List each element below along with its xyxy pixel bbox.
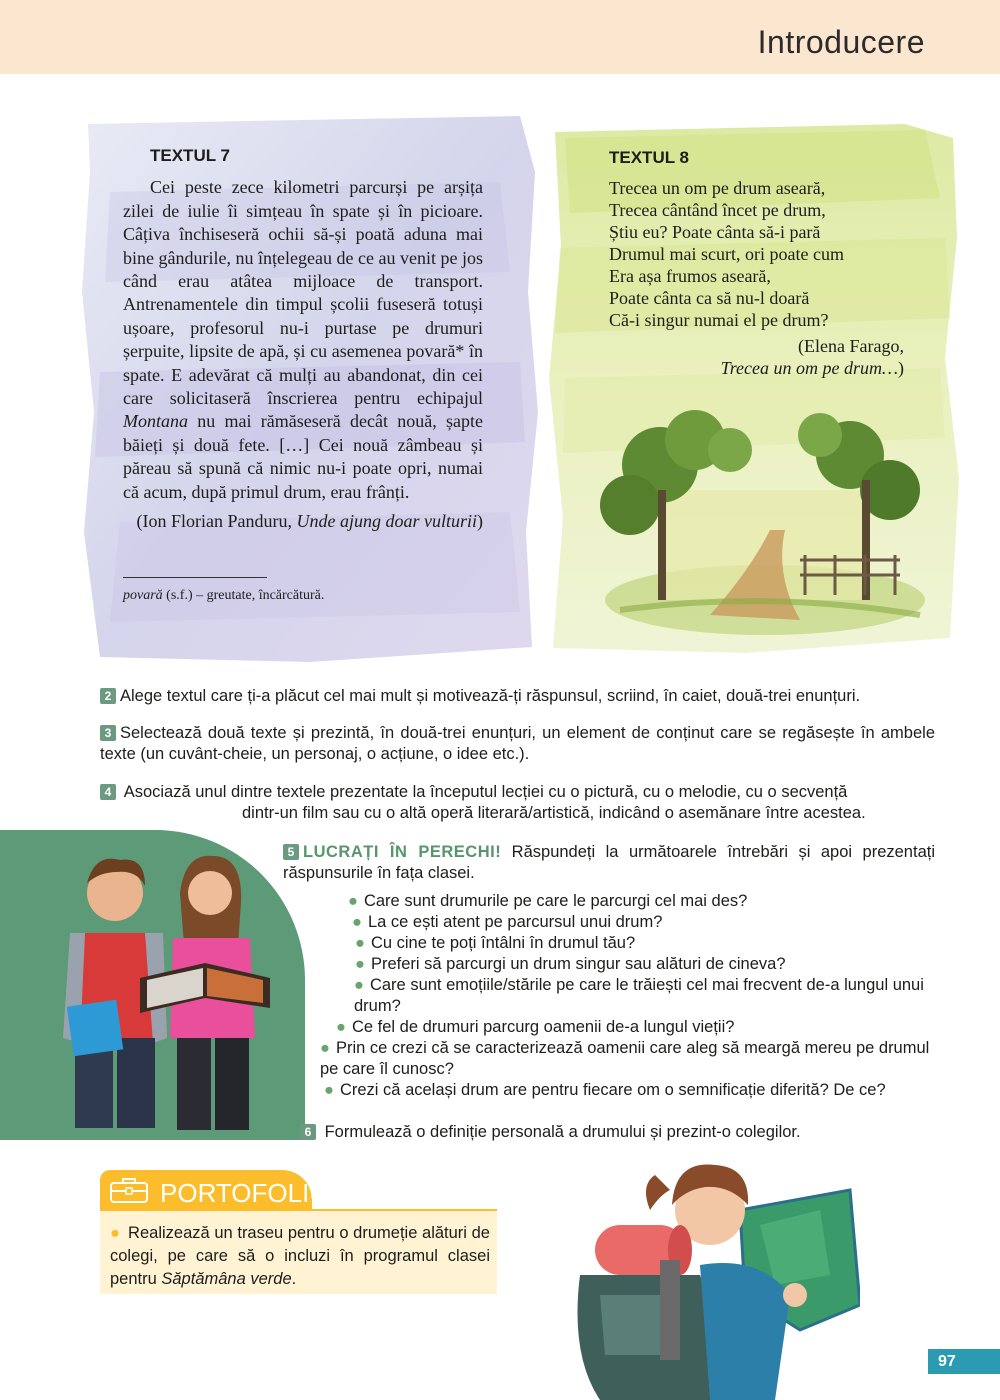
hiker-girl-illustration (560, 1155, 860, 1400)
poem-line: Poate cânta ca să nu-l doară (609, 288, 810, 308)
text7-source-end: ) (477, 511, 483, 532)
poem-line: Era așa frumos aseară, (609, 266, 771, 286)
poem-line: Că-i singur numai el pe drum? (609, 310, 829, 330)
poem-line: Știu eu? Poate cânta să-i pară (609, 222, 821, 242)
question-item (298, 1038, 938, 1080)
bullet-icon: ● (352, 913, 362, 931)
text8-block (609, 147, 904, 379)
bullet-icon: ● (354, 976, 364, 994)
exercise-5-text: Răspundeți la următoarele întrebări și apoi prezentați răspunsurile în fața clasei. (283, 843, 935, 882)
pair-work-label: LUCRAȚI ÎN PERECHI! (303, 843, 502, 861)
exercise-6-text: Formulează o definiție personală a drumului și prezint-o colegilor. (324, 1123, 801, 1141)
text7-source-author: (Ion Florian Panduru, (136, 511, 297, 532)
question-item (298, 1017, 938, 1038)
exercise-number: 4 (100, 784, 116, 800)
exercise-5 (283, 842, 935, 884)
text8-source-end: ) (898, 358, 904, 378)
poem-line: Drumul mai scurt, ori poate cum (609, 244, 844, 264)
page-number: 97 (928, 1349, 1000, 1374)
text7-body-part2: nu mai rămăseseră decât nouă, șapte băieți și două fete. […] Cei nouă zâmbeau și păreau să spună că nimic nu-i poate opri, numai că acum, după primul drum, erau frânți. (123, 411, 483, 502)
question-item (298, 933, 938, 954)
text8-source (609, 357, 904, 379)
question-text: Crezi că același drum are pentru fiecare om o semnificație diferită? De ce? (339, 1081, 886, 1099)
text7-block (123, 144, 483, 534)
text7-body-part1: Cei peste zece kilometri parcurși pe arșița zilei de iulie îi simțeau în spate și în picioare. Câțiva închiseseră ochii să-și poată aduna mai bine gândurile, nu înțelegeau de ce au venit pe jos când erau atâtea mijloace de transport. Antrenamentele din timpul școlii fuseseră totuși ușoare, profesorul nu-i purtase pe drumuri șerpuite, lipsite de apă, și cu asemenea povară* în spate. E adevărat că mulți au abandonat, din cei care solicitaseră înscrierea pentru echipajul (123, 177, 483, 409)
exercise-2-text: Alege textul care ți-a plăcut cel mai mult și motivează-ți răspunsul, scriind, în caiet, două-trei enunțuri. (120, 687, 861, 705)
question-item (298, 975, 938, 1017)
exercise-3 (100, 723, 935, 765)
question-item (298, 891, 938, 912)
text7-source (123, 510, 483, 533)
bullet-icon: ● (320, 1039, 330, 1057)
question-text: Prin ce crezi că se caracterizează oamenii care aleg să meargă mereu pe drumul pe care îl cunosc? (320, 1039, 930, 1078)
question-text: Care sunt emoțiile/stările pe care le trăiești cel mai frecvent de-a lungul unui drum? (354, 976, 924, 1015)
exercise-4-text-line2: dintr-un film sau cu o altă operă literară/artistică, indicând o asemănare între acestea. (242, 804, 866, 822)
portfolio-text-part1: Realizează un traseu pentru o drumeție alături de colegi, pe care să o incluzi în programul clasei pentru (110, 1224, 490, 1288)
footnote-divider (123, 577, 267, 578)
exercise-2 (100, 686, 940, 707)
poem-line: Trecea cântând încet pe drum, (609, 200, 826, 220)
portfolio-text-end: . (291, 1270, 297, 1288)
bullet-icon: ● (110, 1224, 121, 1242)
question-item (298, 954, 938, 975)
bullet-icon: ● (324, 1081, 334, 1099)
header-bar (0, 0, 1000, 74)
text8-source-title: Trecea un om pe drum… (720, 358, 898, 378)
exercise-6 (300, 1122, 940, 1143)
landscape-illustration (600, 410, 930, 635)
footnote-definition: (s.f.) – greutate, încărcătură. (162, 588, 325, 603)
exercise-4-text-line1: Asociază unul dintre textele prezentate la începutul lecției cu o pictură, cu o melodie, cu o secvență (123, 783, 848, 801)
question-text: Care sunt drumurile pe care le parcurgi cel mai des? (363, 892, 748, 910)
bullet-icon: ● (355, 934, 365, 952)
question-text: La ce ești atent pe parcursul unui drum? (367, 913, 663, 931)
portfolio-title: PORTOFOLIU (160, 1178, 329, 1208)
question-text: Cu cine te poți întâlni în drumul tău? (370, 934, 636, 952)
question-text: Preferi să parcurgi un drum singur sau alături de cineva? (370, 955, 786, 973)
question-item (298, 912, 938, 933)
footnote (123, 588, 324, 604)
bullet-icon: ● (348, 892, 358, 910)
text8-heading: TEXTUL 8 (609, 148, 689, 167)
bullet-icon: ● (336, 1018, 346, 1036)
page-title: Introducere (757, 24, 925, 60)
question-text: Ce fel de drumuri parcurg oamenii de-a lungul vieții? (351, 1018, 735, 1036)
text8-source-author: (Elena Farago, (798, 336, 904, 356)
text7-source-title: Unde ajung doar vulturii (296, 511, 477, 532)
bullet-icon: ● (355, 955, 365, 973)
portfolio-text (110, 1222, 490, 1291)
exercise-number: 3 (100, 725, 116, 741)
exercise-5-questions (298, 891, 938, 1101)
exercise-3-text: Selectează două texte și prezintă, în două-trei enunțuri, un element de conținut care se regăsește în ambele texte (un cuvânt-cheie, un personaj, o acțiune, o idee etc.). (100, 724, 935, 763)
question-item (298, 1080, 938, 1101)
poem-line: Trecea un om pe drum aseară, (609, 178, 826, 198)
footnote-term: povară (123, 588, 163, 603)
text7-body (123, 176, 483, 504)
exercise-number: 5 (283, 844, 299, 860)
students-photo (45, 848, 295, 1133)
briefcase-icon (108, 1176, 150, 1204)
portfolio-text-italic: Săptămâna verde (161, 1270, 292, 1288)
text7-heading: TEXTUL 7 (150, 146, 230, 165)
exercise-number: 2 (100, 688, 116, 704)
exercise-number: 6 (300, 1124, 316, 1140)
text7-body-italic: Montana (123, 411, 188, 432)
exercise-4 (100, 782, 935, 824)
